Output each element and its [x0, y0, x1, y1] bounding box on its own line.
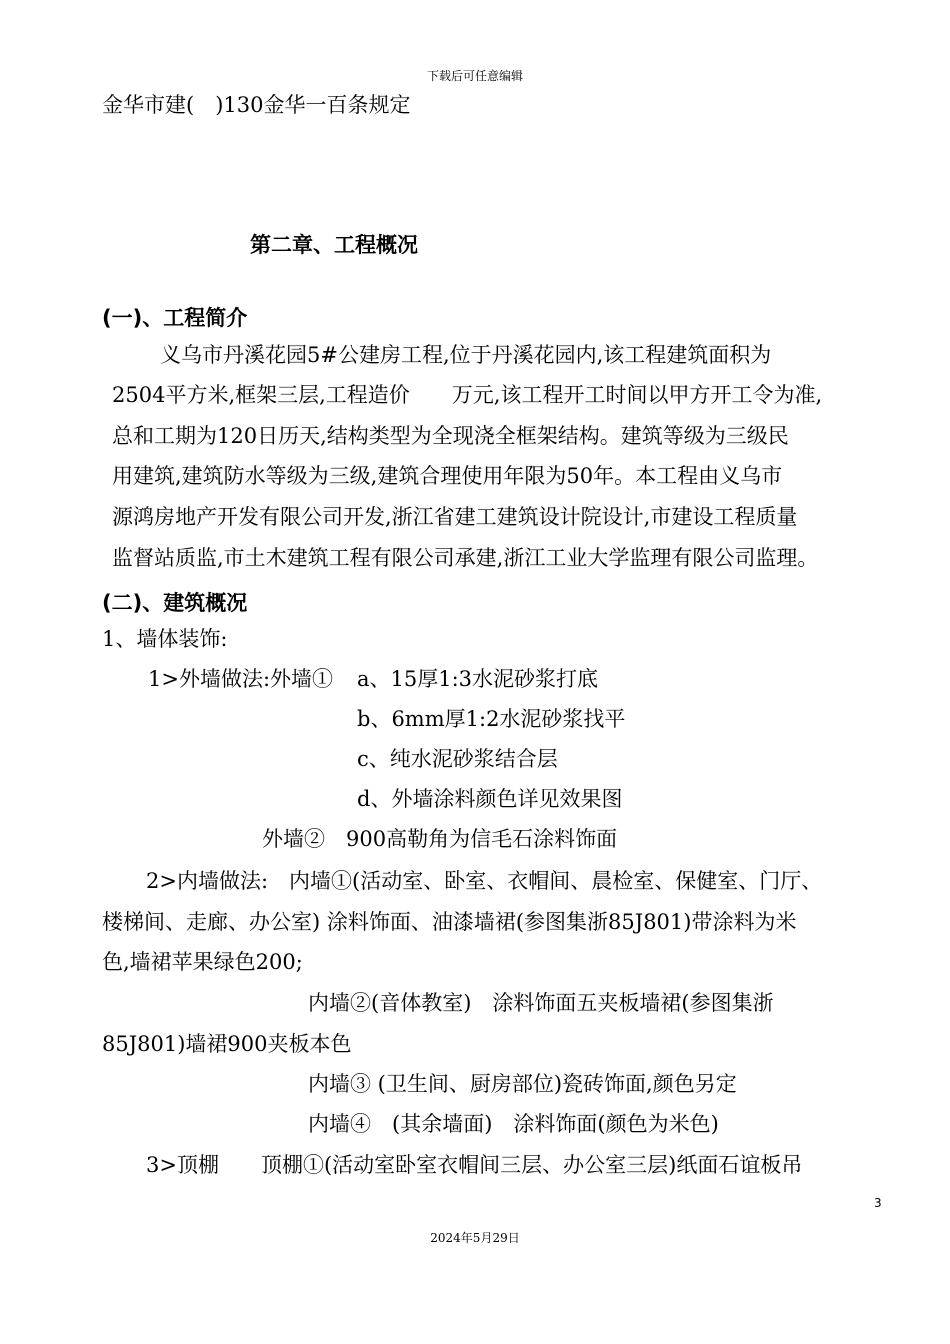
interior-line-2: 楼梯间、走廊、办公室) 涂料饰面、油漆墙裙(参图集浙85J801)带涂料为米: [102, 910, 797, 934]
ceiling-line: 3>顶棚 顶棚①(活动室卧室衣帽间三层、办公室三层)纸面石谊板吊: [146, 1153, 803, 1177]
chapter-title: 第二章、工程概况: [250, 233, 418, 257]
interior-wall-4: 内墙④ (其余墙面) 涂料饰面(颜色为米色): [308, 1112, 719, 1136]
exterior-step-c: c、纯水泥砂浆结合层: [357, 747, 558, 771]
interior-line-3: 色,墙裙苹果绿色200;: [102, 950, 303, 974]
section-heading-building: (二)、建筑概况: [102, 591, 248, 615]
item-wall-decoration: 1、墙体装饰:: [102, 627, 228, 651]
exterior-wall-label: 1>外墙做法:外墙①: [148, 667, 334, 691]
interior-wall-2-line-1: 内墙②(音体教室) 涂料饰面五夹板墙裙(参图集浙: [308, 991, 774, 1015]
exterior-step-a: a、15厚1:3水泥砂浆打底: [357, 667, 599, 691]
page-number: 3: [874, 1196, 882, 1210]
section-heading-intro: (一)、工程简介: [102, 306, 248, 330]
exterior-step-d: d、外墙涂料颜色详见效果图: [357, 787, 623, 811]
intro-line-1: 义乌市丹溪花园5#公建房工程,位于丹溪花园内,该工程建筑面积为: [160, 343, 772, 367]
intro-line-6: 监督站质监,市土木建筑工程有限公司承建,浙江工业大学监理有限公司监理。: [112, 546, 819, 570]
header-note: 下载后可任意编辑: [426, 69, 523, 83]
exterior-wall-2: 外墙② 900高勒角为信毛石涂料饰面: [262, 827, 618, 851]
interior-line-1: 2>内墙做法: 内墙①(活动室、卧室、衣帽间、晨检室、保健室、门厅、: [146, 869, 823, 893]
intro-line-3: 总和工期为120日历天,结构类型为全现浇全框架结构。建筑等级为三级民: [112, 424, 789, 448]
intro-line-5: 源鸿房地产开发有限公司开发,浙江省建工建筑设计院设计,市建设工程质量: [112, 505, 798, 529]
footer-date: 2024年5月29日: [430, 1231, 520, 1245]
exterior-step-b: b、6mm厚1:2水泥砂浆找平: [357, 707, 626, 731]
top-line: 金华市建( )130金华一百条规定: [102, 93, 411, 117]
intro-line-2: 2504平方米,框架三层,工程造价 万元,该工程开工时间以甲方开工令为准,: [112, 383, 823, 407]
interior-wall-2-line-2: 85J801)墙裙900夹板本色: [102, 1032, 352, 1056]
intro-line-4: 用建筑,建筑防水等级为三级,建筑合理使用年限为50年。本工程由义乌市: [112, 464, 783, 488]
interior-wall-3: 内墙③ (卫生间、厨房部位)瓷砖饰面,颜色另定: [308, 1072, 737, 1096]
